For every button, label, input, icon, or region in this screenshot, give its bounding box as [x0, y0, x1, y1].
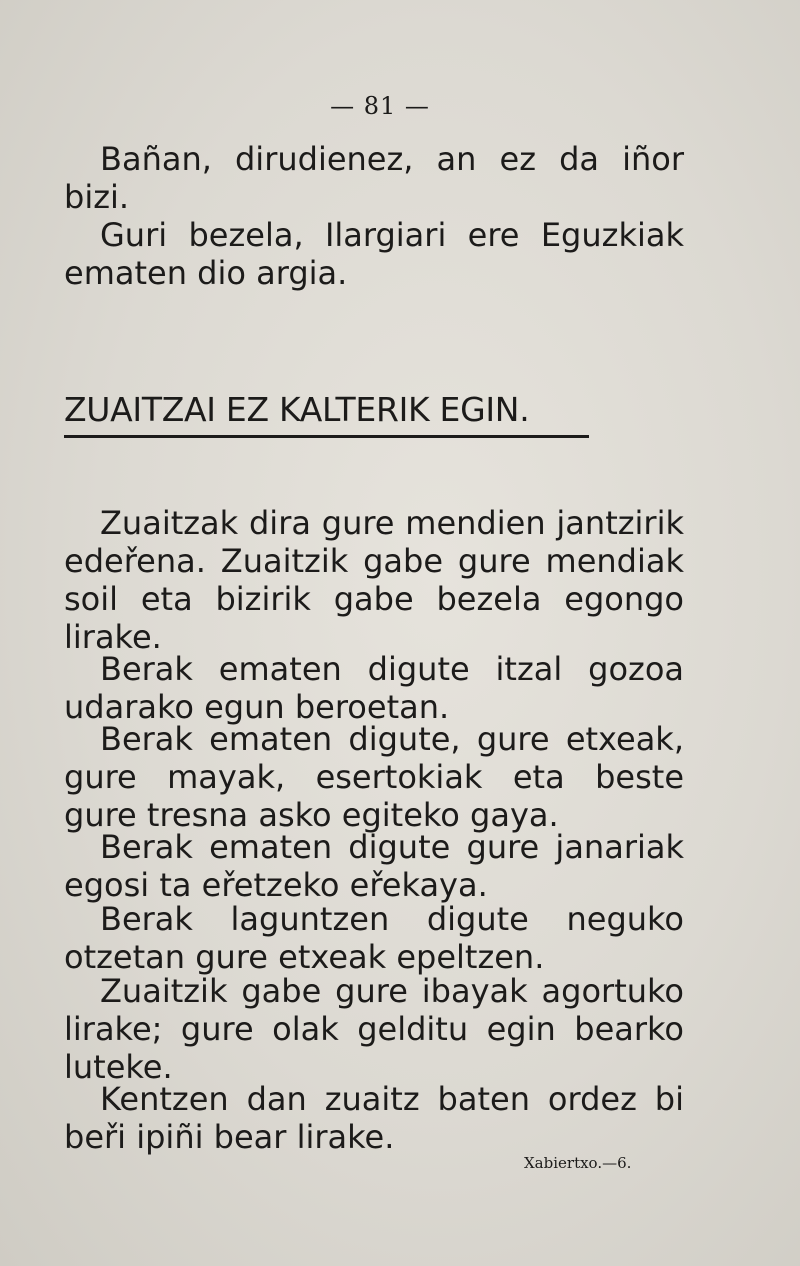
intro-paragraph-2: Guri bezela, Ilargiari ere Eguzkiak ematen dio argia.: [64, 216, 684, 292]
section-paragraph-7: Kentzen dan zuaitz baten ordez bi beři ipiñi bear lirake.: [64, 1080, 684, 1156]
section-title: ZUAITZAI EZ KALTERIK EGIN.: [64, 390, 589, 438]
signature-mark: Xabiertxo.—6.: [524, 1154, 632, 1172]
section-paragraph-1: Zuaitzak dira gure mendien jantzirik edeřena. Zuaitzik gabe gure mendiak soil eta bizirik gabe bezela egongo lirake.: [64, 504, 684, 656]
intro-paragraph-1: Bañan, dirudienez, an ez da iñor bizi.: [64, 140, 684, 216]
section-paragraph-4: Berak ematen digute gure janariak egosi ta eřetzeko eřekaya.: [64, 828, 684, 904]
section-paragraph-3: Berak ematen digute, gure etxeak, gure mayak, esertokiak eta beste gure tresna asko egiteko gaya.: [64, 720, 684, 834]
section-paragraph-2: Berak ematen digute itzal gozoa udarako egun beroetan.: [64, 650, 684, 726]
page-number: — 81 —: [330, 92, 430, 120]
section-paragraph-6: Zuaitzik gabe gure ibayak agortuko lirake; gure olak gelditu egin bearko luteke.: [64, 972, 684, 1086]
section-paragraph-5: Berak laguntzen digute neguko otzetan gure etxeak epeltzen.: [64, 900, 684, 976]
